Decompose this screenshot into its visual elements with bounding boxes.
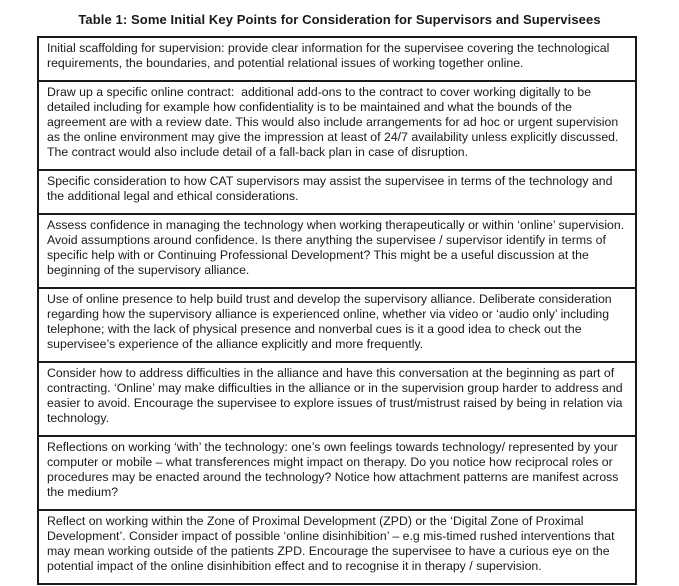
table-row-online-presence: Use of online presence to help build trust and develop the supervisory alliance. Deliberate consideration regarding how the supervisory alliance is experienced online, whether via video or ‘audio only’ including telephone; with the lack of physical presence and nonverbal cues is it a good idea to check out the supervisee’s experience of the alliance explicitly and more frequently. (39, 289, 635, 363)
table-row-cat-supervisors: Specific consideration to how CAT supervisors may assist the supervisee in terms of the technology and the additional legal and ethical considerations. (39, 171, 635, 215)
table-row-zpd-disinhibition: Reflect on working within the Zone of Proximal Development (ZPD) or the ‘Digital Zone of Proximal Development’. Consider impact of possible ‘online disinhibition’ – e.g mis-timed rushed interventions that may mean working outside of the patients ZPD. Encourage the supervisee to have a curious eye on the potential impact of the online disinhibition effect and to recognise it in therapy / supervision. (47, 514, 618, 573)
table-row-online-contract: Draw up a specific online contract: additional add-ons to the contract to cover working digitally to be detailed including for example how confidentiality is to be maintained and what the bounds of the agreement are with a review date. This would also include arrangements for ad hoc or urgent supervision as the online environment may give the impression at least of 24/7 availability unless explicitly discussed. The contract would also include detail of a fall-back plan in case of disruption. (39, 82, 635, 171)
table-caption: Table 1: Some Initial Key Points for Consideration for Supervisors and Supervisees (78, 12, 601, 27)
table-row-reflections-technology: Reflections on working ‘with’ the technology: one’s own feelings towards technology/ represented by your computer or mobile – what transferences might impact on therapy. Do you notice how reciprocal roles or procedures may be enacted around the technology? Notice how attachment patterns are manifest across the medium? (39, 437, 635, 511)
key-points-table (37, 36, 637, 585)
table-row-assess-confidence: Assess confidence in managing the technology when working therapeutically or within ‘online’ supervision. Avoid assumptions around confidence. Is there anything the supervisee / supervisor identify in terms of specific help with or Continuing Professional Development? This might be a useful discussion at the beginning of the supervisory alliance. (39, 215, 635, 289)
table-row-initial-scaffolding: Initial scaffolding for supervision: provide clear information for the supervisee covering the technological requirements, the boundaries, and potential relational issues of working together online. (39, 38, 635, 82)
table-row-alliance-difficulties: Consider how to address difficulties in the alliance and have this conversation at the beginning as part of contracting. ‘Online’ may make difficulties in the alliance or in the supervision group harder to address and easier to avoid. Encourage the supervisee to explore issues of trust/mistrust raised by being in relation via technology. (39, 363, 635, 437)
